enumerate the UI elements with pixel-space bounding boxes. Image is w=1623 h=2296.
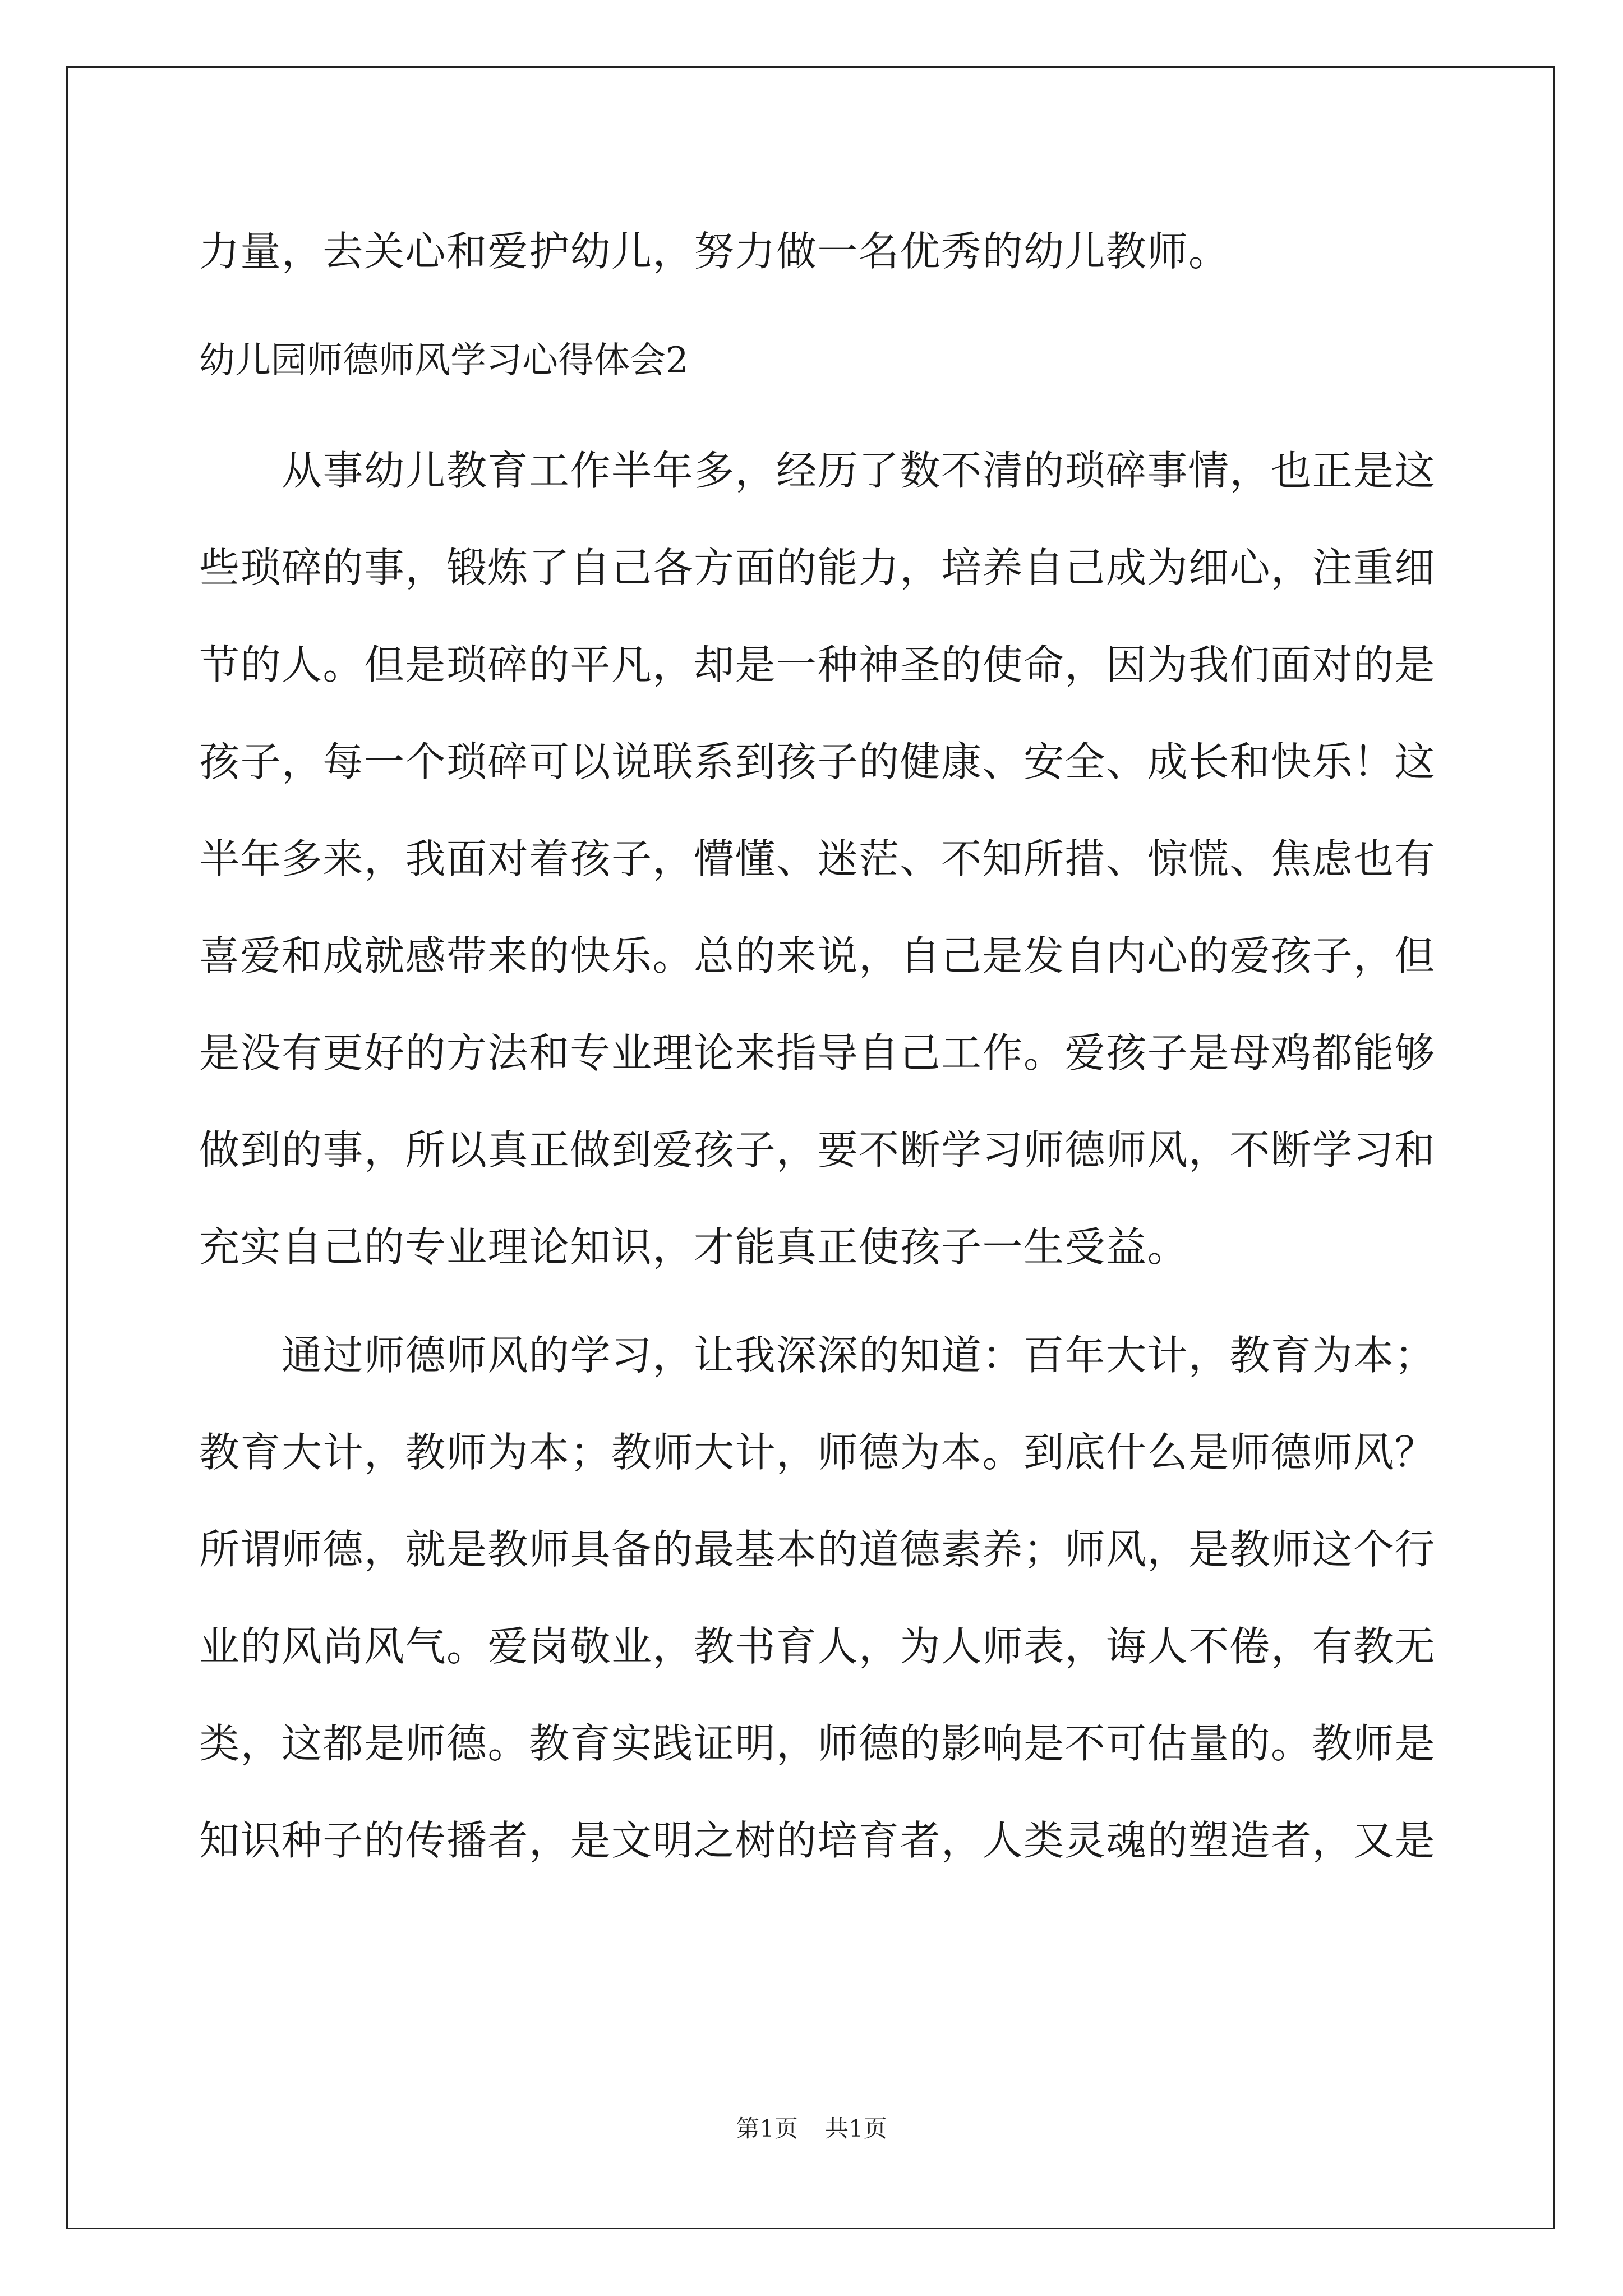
text-line: 喜爱和成就感带来的快乐。总的来说，自己是发自内心的爱孩子，但 [199, 932, 1436, 979]
text-line: 类，这都是师德。教育实践证明，师德的影响是不可估量的。教师是 [199, 1720, 1436, 1767]
page-number: 第1页 [736, 2115, 798, 2142]
text-line: 孩子，每一个琐碎可以说联系到孩子的健康、安全、成长和快乐！这 [199, 738, 1436, 785]
text-line: 从事幼儿教育工作半年多，经历了数不清的琐碎事情，也正是这 [199, 447, 1436, 494]
text-line: 节的人。但是琐碎的平凡，却是一种神圣的使命，因为我们面对的是 [199, 641, 1436, 688]
text-line: 知识种子的传播者，是文明之树的培育者，人类灵魂的塑造者，又是 [199, 1817, 1436, 1864]
section-heading: 幼儿园师德师风学习心得体会2 [199, 340, 689, 381]
text-line: 做到的事，所以真正做到爱孩子，要不断学习师德师风，不断学习和 [199, 1126, 1436, 1174]
text-line: 教育大计，教师为本；教师大计，师德为本。到底什么是师德师风？ [199, 1429, 1436, 1476]
text-line: 所谓师德，就是教师具备的最基本的道德素养；师风，是教师这个行 [199, 1526, 1436, 1573]
text-line: 是没有更好的方法和专业理论来指导自己工作。爱孩子是母鸡都能够 [199, 1029, 1436, 1076]
text-line: 通过师德师风的学习，让我深深的知道：百年大计，教育为本； [199, 1332, 1436, 1379]
text-line: 充实自己的专业理论知识，才能真正使孩子一生受益。 [199, 1223, 1189, 1271]
page-total: 共1页 [825, 2115, 887, 2142]
text-line: 半年多来，我面对着孩子，懵懂、迷茫、不知所措、惊慌、焦虑也有 [199, 835, 1436, 882]
text-line: 些琐碎的事，锻炼了自己各方面的能力，培养自己成为细心，注重细 [199, 544, 1436, 591]
text-line: 力量，去关心和爱护幼儿，努力做一名优秀的幼儿教师。 [199, 228, 1230, 275]
page-footer [0, 2112, 1623, 2146]
text-line: 业的风尚风气。爱岗敬业，教书育人，为人师表，诲人不倦，有教无 [199, 1623, 1436, 1670]
